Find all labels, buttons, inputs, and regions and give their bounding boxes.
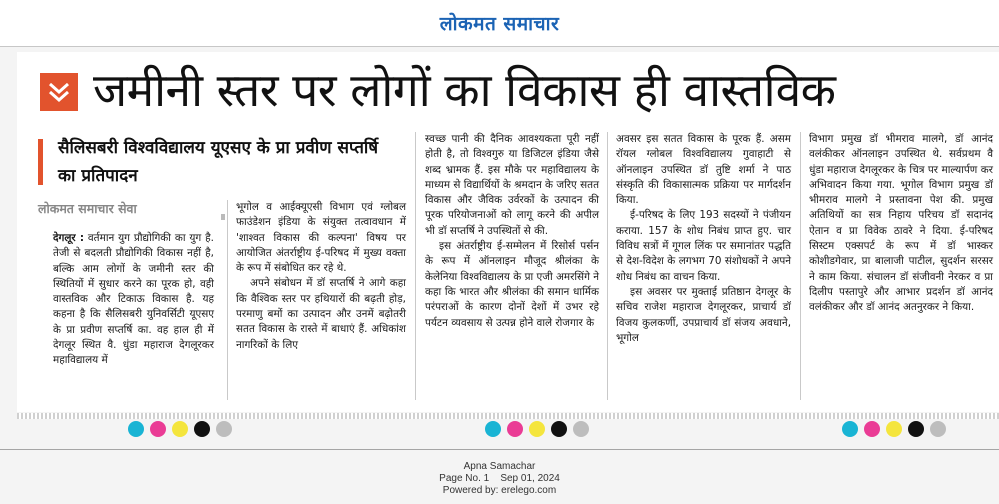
register-dot	[529, 421, 545, 437]
register-dot	[172, 421, 188, 437]
register-dot	[150, 421, 166, 437]
column-divider	[415, 132, 416, 400]
column-divider	[800, 132, 801, 400]
column-2-paragraph-1: भूगोल व आईक्यूएसी विभाग एवं ग्लोबल फाउंडेशन इंडिया के संयुक्त तत्वावधान में 'शाश्वत विकास की कल्पना' विषय पर आयोजित अंतर्राष्ट्रीय ई-परिषद में मुख्य वक्ता के रूप में संबोधित कर रहे थे.	[236, 201, 406, 275]
article-column-1	[53, 231, 214, 369]
register-dot	[842, 421, 858, 437]
register-dot	[573, 421, 589, 437]
register-marks-right	[842, 421, 946, 439]
column-4-paragraph-3: इस अवसर पर मुक्ताई प्रतिष्ठान देगलूर के सचिव राजेश महाराज देगलूरकर, प्राचार्य डॉ विजय कुलकर्णी, उपप्राचार्य डॉ संजय अवधाने, भूगोल	[616, 285, 791, 344]
print-edge-stripe	[17, 413, 999, 419]
register-marks-left	[128, 421, 232, 439]
masthead-logo: लोकमत समाचार	[439, 13, 560, 35]
register-dot	[930, 421, 946, 437]
register-dot	[864, 421, 880, 437]
column-4-paragraph-2: ई-परिषद के लिए 193 सदस्यों ने पंजीयन कराया. 157 के शोध निबंध प्राप्त हुए. चार विविध सत्रों में गूगल लिंक पर समानांतर पद्धति से देश-विदेश के लगभग 70 संशोधकों ने अपने शोध निबंध का वाचन किया.	[616, 209, 791, 283]
column-3-paragraph-2: इस अंतर्राष्ट्रीय ई-सम्मेलन में रिसोर्स पर्सन के रूप में ऑनलाइन मौजूद श्रीलंका के केलेनिया विश्वविद्यालय के प्रा एजी अमरसिंगे ने कहा कि भारत और श्रीलंका की समान धार्मिक परंपराओं के कारण दोनों देशों में उभर रहे पर्यटन व्यवसाय से उत्पन्न होने वाले रोजगार के	[425, 240, 599, 329]
dateline: देगलूर :	[53, 232, 85, 244]
footer-powered-by: Powered by: erelego.com	[442, 485, 557, 496]
article-column-5	[809, 132, 993, 316]
column-divider	[227, 200, 228, 400]
column-2-paragraph-2: अपने संबोधन में डॉ सप्तर्षि ने आगे कहा कि वैश्विक स्तर पर हथियारों की बढ़ती होड़, परमाणु बमों का उत्पादन और उनमें बढ़ोतरी सतत विकास के रास्ते में बाधाएं हैं. अधिकांश नागरिकों के लिए	[236, 277, 406, 351]
article-column-3	[425, 132, 599, 331]
chevron-down-icon	[40, 73, 78, 111]
register-dot	[128, 421, 144, 437]
footer-divider	[0, 449, 999, 450]
column-3-paragraph-1: स्वच्छ पानी की दैनिक आवश्यकता पूरी नहीं होती है, तो विश्वगुरु या डिजिटल इंडिया जैसे शब्द भ्रामक हैं. इस मौके पर महाविद्यालय के माध्यम से विद्यार्थियों के श्रमदान के जरिए सतत विकास और जैविक उर्वरकों के उत्पादन की पूरक परियोजनाओं को लागू करने की अपील भी डॉ सप्तर्षि ने उपस्थितों से की.	[425, 133, 599, 237]
register-dot	[194, 421, 210, 437]
subhead-accent-bar	[38, 139, 43, 185]
register-dot	[551, 421, 567, 437]
footer-page-date: Page No. 1 Sep 01, 2024	[439, 473, 560, 484]
masthead	[0, 0, 999, 47]
article-column-2	[236, 200, 406, 353]
newspaper-clipping	[17, 52, 999, 412]
footer-publication: Apna Samachar	[463, 461, 536, 472]
register-dot	[507, 421, 523, 437]
article-column-4	[616, 132, 791, 346]
subhead: सैलिसबरी विश्वविद्यालय यूएसए के प्रा प्रवीण सप्तर्षि का प्रतिपादन	[58, 138, 379, 186]
column-5-text: विभाग प्रमुख डॉ भीमराव मालगे, डॉ आनंद वलंकीकर ऑनलाइन उपस्थित थे. सर्वप्रथम वै धुंडा महाराज देगलूरकर के चित्र पर माल्यार्पण कर अभिवादन किया गया. भूगोल विभाग प्रमुख डॉ भीमराव मालगे ने प्रस्तावना पेश की. प्रमुख अतिथियों का सत्र निहाय परिचय डॉ सदानंद ऐतान व प्रा विवेक ठावरे ने दिया. ई-परिषद सिस्टम एक्सपर्ट के रूप में डॉ भास्कर कोशीडगेवार, प्रा बालाजी पाटील, सुदर्शन सरसर ने काम किया. संचालन डॉ संजीवनी नेरकर व प्रा दिलीप पस्तापुरे और आभार प्रदर्शन डॉ आनंद वलंकीकर और डॉ आनंद अतनुरकर ने किया.	[809, 133, 993, 314]
headline: जमीनी स्तर पर लोगों का विकास ही वास्तविक	[93, 63, 836, 117]
column-1-text: वर्तमान युग प्रौद्योगिकी का युग है. तेजी से बदलती प्रौद्योगिकी विकास नहीं है, बल्कि आम लोगों के जमीनी स्तर की स्थितियों में सुधार करने का पूरक हो, वही वास्तविक और टिकाऊ विकास है. यह कहना है कि सैलिसबरी युनिवर्सिटी यूएसए के प्रा प्रवीण सप्तर्षि का. वह हाल ही में देगलूर स्थित वै. धुंडा महाराज देगलूरकर महाविद्यालय में	[53, 232, 214, 367]
register-marks-center	[485, 421, 589, 439]
column-4-paragraph-1: अवसर इस सतत विकास के पूरक हैं. असम रॉयल ग्लोबल विश्वविद्यालय गुवाहाटी से ऑनलाइन उपस्थित डॉ तुष्टि शर्मा ने पाठ संस्कृति की विकासात्मक प्रक्रिया पर मार्गदर्शन किया.	[616, 133, 791, 207]
register-dot	[886, 421, 902, 437]
register-dot	[485, 421, 501, 437]
register-dot	[216, 421, 232, 437]
byline-divider	[221, 214, 225, 220]
byline: लोकमत समाचार सेवा	[38, 201, 137, 216]
column-divider	[607, 132, 608, 400]
register-dot	[908, 421, 924, 437]
